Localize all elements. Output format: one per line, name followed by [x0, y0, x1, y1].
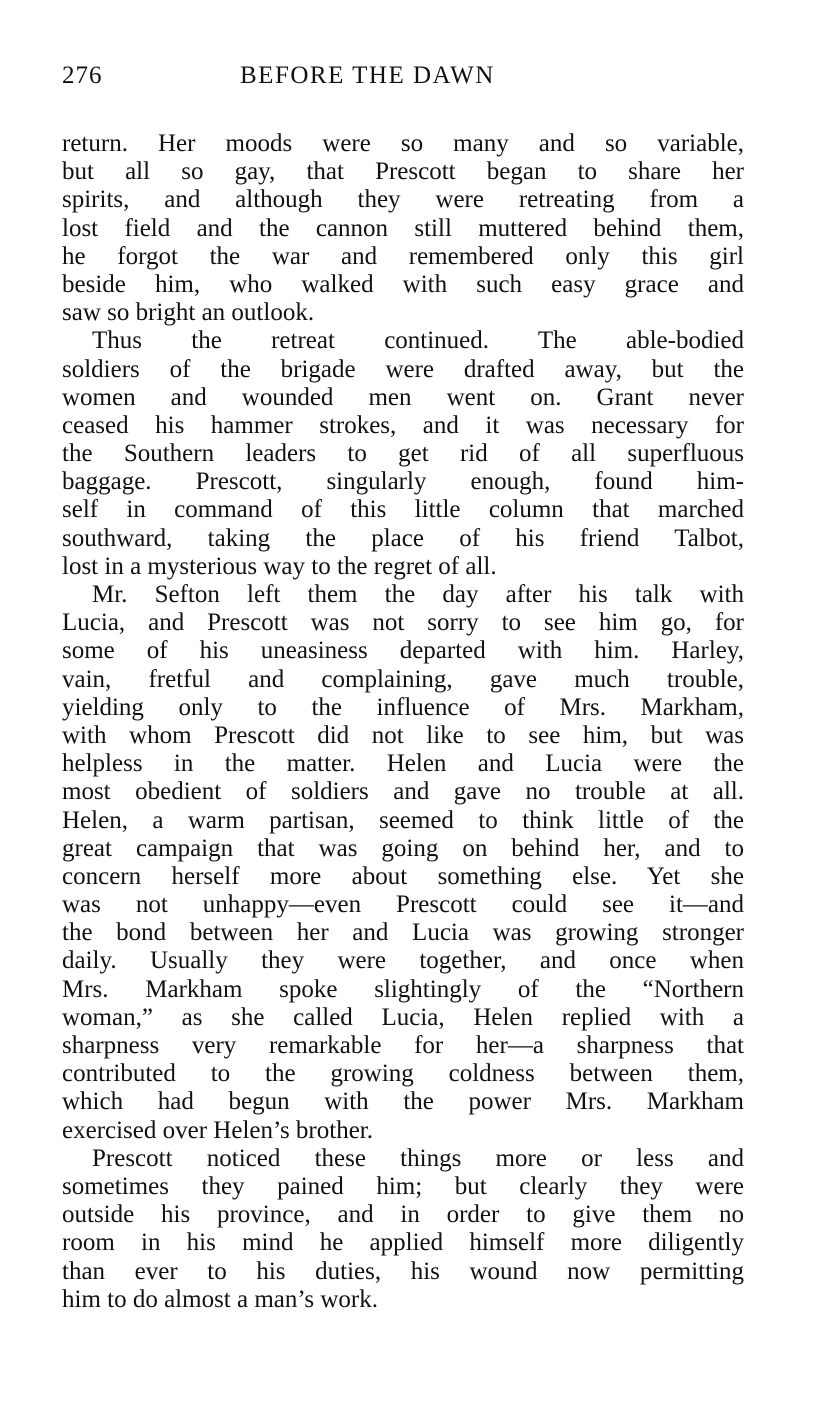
text-line: sometimes they pained him; but clearly they were [62, 1172, 744, 1200]
text-line: than ever to his duties, his wound now permitting [62, 1257, 744, 1285]
text-line: him to do almost a man’s work. [62, 1285, 378, 1313]
text-line: vain, fretful and complaining, gave much trouble, [62, 665, 744, 693]
text-line: most obedient of soldiers and gave no trouble at all. [62, 778, 744, 806]
text-line: women and wounded men went on. Grant never [62, 383, 744, 411]
text-line: sharpness very remarkable for her—a sharpness that [62, 1032, 744, 1059]
text-line: soldiers of the brigade were drafted away, but the [62, 355, 744, 383]
text-line: spirits, and although they were retreating from a [62, 186, 744, 214]
text-line: ceased his hammer strokes, and it was necessary for [62, 411, 744, 439]
text-line: self in command of this little column that marched [62, 496, 744, 524]
text-line: exercised over Helen’s brother. [62, 1116, 373, 1144]
text-line: yielding only to the influence of Mrs. Markham, [62, 693, 744, 721]
text-line: baggage. Prescott, singularly enough, found him- [62, 468, 744, 496]
body-text [62, 130, 744, 1314]
text-line: outside his province, and in order to give them no [62, 1201, 744, 1229]
text-line: but all so gay, that Prescott began to share her [62, 158, 744, 186]
text-line: saw so bright an outlook. [62, 299, 315, 327]
text-line: daily. Usually they were together, and once when [62, 947, 744, 975]
text-line: he forgot the war and remembered only this girl [62, 242, 744, 270]
text-line: room in his mind he applied himself more diligently [62, 1229, 744, 1257]
text-line: return. Her moods were so many and so variable, [62, 130, 744, 157]
text-line: helpless in the matter. Helen and Lucia were the [62, 750, 744, 778]
text-line: Helen, a warm partisan, seemed to think little of the [62, 806, 744, 834]
text-line: the bond between her and Lucia was growing stronger [62, 919, 744, 947]
text-line: was not unhappy—even Prescott could see it—and [62, 891, 744, 919]
text-line: Prescott noticed these things more or less and [92, 1144, 744, 1172]
text-line: lost field and the cannon still muttered behind them, [62, 214, 744, 242]
running-header [62, 62, 752, 96]
text-line: Lucia, and Prescott was not sorry to see him go, for [62, 609, 744, 637]
text-line: woman,” as she called Lucia, Helen replied with a [62, 1003, 744, 1031]
text-line: southward, taking the place of his friend Talbot, [62, 524, 744, 552]
text-line: Mr. Sefton left them the day after his talk with [92, 581, 744, 608]
text-line: contributed to the growing coldness between them, [62, 1060, 744, 1088]
text-line: the Southern leaders to get rid of all superfluous [62, 440, 744, 468]
text-line: lost in a mysterious way to the regret of all. [62, 552, 497, 580]
text-line: Thus the retreat continued. The able-bodied [92, 327, 744, 355]
text-line: which had begun with the power Mrs. Markham [62, 1088, 744, 1116]
text-line: Mrs. Markham spoke slightingly of the “Northern [62, 975, 744, 1003]
text-line: some of his uneasiness departed with him. Harley, [62, 637, 744, 665]
text-line: with whom Prescott did not like to see him, but was [62, 721, 744, 749]
text-line: concern herself more about something else. Yet she [62, 862, 744, 890]
text-line: beside him, who walked with such easy grace and [62, 270, 744, 298]
text-line: great campaign that was going on behind her, and to [62, 834, 744, 862]
running-title: BEFORE THE DAWN [240, 62, 495, 89]
page-number: 276 [62, 62, 103, 89]
